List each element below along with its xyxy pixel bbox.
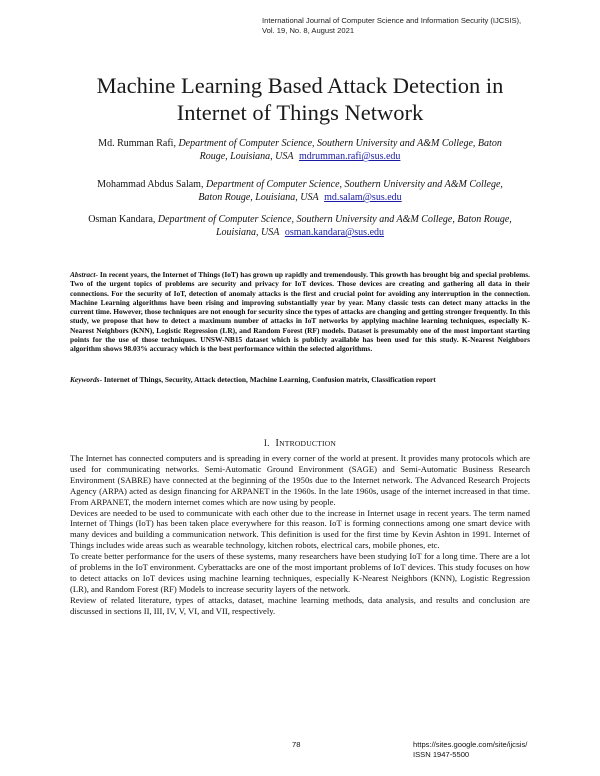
section-number: I. <box>263 438 270 448</box>
keywords-label: Keywords- <box>70 375 103 384</box>
page-number: 78 <box>292 740 301 749</box>
paragraph: To create better performance for the users of these systems, many researchers have been studying IoT for a long time. There are a lot of problems in the IoT environment. Cyberattacks are one of the most important problems of IoT devices. This study focuses on how to detect attacks on IoT devices using machine learning techniques, especially K-Nearest Neighbors (KNN), Logistic Regression (LR), and Random Forest (RF) Models to increase security layers of the network. <box>70 551 530 594</box>
journal-volume: Vol. 19, No. 8, August 2021 <box>262 26 355 35</box>
author-affiliation-cont: Rouge, Louisiana, USA <box>199 151 294 162</box>
section-title: INTRODUCTION <box>275 438 337 449</box>
journal-name: International Journal of Computer Science and Information Security (IJCSIS), <box>262 16 522 25</box>
paragraph: Devices are needed to be used to communicate with each other due to the increase in Internet usage in recent years. The term named Internet of Things (IoT) has been taken place everywhere for this reason. IoT is forming connections among one smart device with many devices and building a communication network. This definition is used for the first time by Kevin Ashton in 1991. Internet of Things includes wide areas such as wearable technology, kitchen robots, electrical cars, mobile phones, etc. <box>70 507 530 551</box>
author-block-1 <box>66 137 534 163</box>
footer-issn: ISSN 1947-5500 <box>413 750 470 759</box>
paragraph: Review of related literature, types of attacks, dataset, machine learning methods, data analysis, and results and conclusion are discussed in sections II, III, IV, V, VI, and VII, respectively. <box>70 594 530 616</box>
author-affiliation-cont: Baton Rouge, Louisiana, USA <box>198 192 319 203</box>
section-heading <box>0 438 600 449</box>
author-affiliation: Department of Computer Science, Southern University and A&M College, Baton Rouge, <box>157 214 512 225</box>
body-text <box>70 453 530 617</box>
author-affiliation-cont: Louisiana, USA <box>215 227 280 238</box>
author-email-link[interactable]: osman.kandara@sus.edu <box>284 227 385 238</box>
author-name: Mohammad Abdus Salam, <box>97 179 204 190</box>
keywords <box>70 375 530 384</box>
abstract <box>70 270 530 354</box>
paper-title <box>60 72 540 126</box>
author-name: Osman Kandara, <box>88 214 156 225</box>
footer-site-url[interactable]: https://sites.google.com/site/ijcsis/ <box>413 740 528 749</box>
author-email-link[interactable]: md.salam@sus.edu <box>324 192 402 203</box>
paragraph: The Internet has connected computers and is spreading in every corner of the world at present. It provides many protocols which are used for communicating networks. Semi-Automatic Ground Environment (SAGE) and Semi-Automatic Business Research Environment (SABRE) have connected at the beginning of the 1950s due to the Internet network. The Advanced Research Projects Agency (ARPA) acted as design financing for ARPANET in the 1960s. In the late 1960s, usage of the internet increased in that time. From ARPANET, the modern internet comes which are now using by people. <box>70 453 530 507</box>
author-affiliation: Department of Computer Science, Southern University and A&M College, <box>205 179 503 190</box>
keywords-text: Internet of Things, Security, Attack detection, Machine Learning, Confusion matrix, Classification report <box>102 375 436 384</box>
author-block-2 <box>66 178 534 204</box>
journal-header <box>262 16 521 36</box>
author-affiliation: Department of Computer Science, Southern University and A&M College, Baton <box>178 138 502 149</box>
author-email-link[interactable]: mdrumman.rafi@sus.edu <box>298 151 401 162</box>
footer-info <box>413 740 527 760</box>
author-name: Md. Rumman Rafi, <box>98 138 176 149</box>
author-block-3 <box>66 213 534 239</box>
abstract-text: In recent years, the Internet of Things (IoT) has grown up rapidly and tremendously. This growth has brought big and special problems. Two of the urgent topics of problems are security and privacy for IoT devices. Those devices are creating and gathering all data in their connections. For the security of IoT, detection of anomaly attacks is the first and crucial point for avoiding any interruption in the connection. Machine Learning algorithms have been rising and improving substantially year by year. Many classic tests can detect many attacks in the current time. However, those techniques are not enough for security since the types of attacks are changing and getting stronger frequently. In this study, we propose that how to detect a maximum number of attacks in IoT networks by applying machine learning techniques, especially K-Nearest Neighbors (KNN), Logistic Regression (LR), and Random Forest (RF) models. Dataset is presumably one of the most important starting points for the use of those techniques. UNSW-NB15 dataset which is publicly available has been used for this study. K-Nearest Neighbors algorithm shows 98.03% accuracy which is the best performance within the selected algorithms. <box>70 270 530 354</box>
paper-title-line-2: Internet of Things Network <box>176 100 424 125</box>
abstract-label: Abstract- <box>70 270 98 279</box>
paper-title-line-1: Machine Learning Based Attack Detection in <box>96 73 504 98</box>
